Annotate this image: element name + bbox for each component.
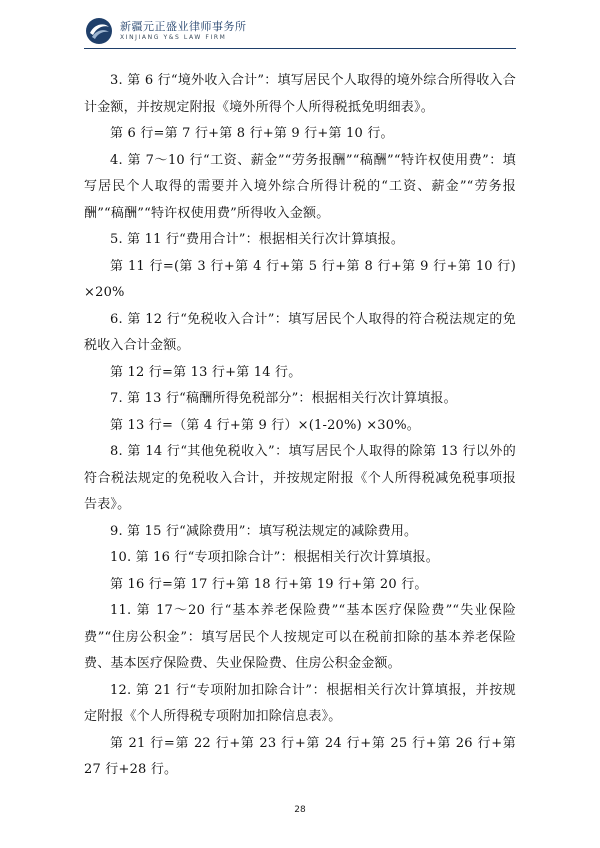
- paragraph: 第 11 行=(第 3 行+第 4 行+第 5 行+第 8 行+第 9 行+第 10 行) ×20%: [84, 258, 516, 300]
- paragraph: 10. 第 16 行“专项扣除合计”：根据相关行次计算填报。: [110, 550, 439, 565]
- page-number: 28: [294, 805, 306, 815]
- paragraph: 3. 第 6 行“境外收入合计”：填写居民个人取得的境外综合所得收入合计金额，并按规定附报《境外所得个人所得税抵免明细表》。: [84, 73, 516, 115]
- firm-name-en: XINJIANG Y&S LAW FIRM: [120, 34, 227, 41]
- paragraph: 第 12 行=第 13 行+第 14 行。: [110, 364, 302, 380]
- paragraph: 第 21 行=第 22 行+第 23 行+第 24 行+第 25 行+第 26 行+第 27 行+28 行。: [84, 735, 516, 777]
- paragraph: 第 16 行=第 17 行+第 18 行+第 19 行+第 20 行。: [110, 576, 428, 592]
- page-header: [84, 16, 516, 50]
- firm-logo-icon: [84, 16, 114, 46]
- paragraph: 12. 第 21 行“专项附加扣除合计”：根据相关行次计算填报，并按规定附报《个人所得税专项附加扣除信息表》。: [84, 682, 516, 724]
- paragraph: 6. 第 12 行“免税收入合计”：填写居民个人取得的符合税法规定的免税收入合计金额。: [84, 311, 516, 353]
- paragraph: 4. 第 7～10 行“工资、薪金”“劳务报酬”“稿酬”“特许权使用费”：填写居民个人取得的需要并入境外综合所得计税的“工资、薪金”“劳务报酬”“稿酬”“特许权使用费”所得收入金额。: [84, 152, 516, 221]
- header-divider: [84, 48, 516, 49]
- paragraph: 5. 第 11 行“费用合计”：根据相关行次计算填报。: [110, 232, 405, 247]
- paragraph: 第 13 行=（第 4 行+第 9 行）×(1-20%) ×30%。: [110, 417, 420, 433]
- firm-name-cn: 新疆元正盛业律师事务所: [120, 20, 247, 33]
- paragraph: 11. 第 17～20 行“基本养老保险费”“基本医疗保险费”“失业保险费”“住房公积金”：填写居民个人按规定可以在税前扣除的基本养老保险费、基本医疗保险费、失业保险费、住房公积金金额。: [84, 603, 516, 671]
- paragraph: 9. 第 15 行“减除费用”：填写税法规定的减除费用。: [110, 523, 418, 539]
- paragraph: 第 6 行=第 7 行+第 8 行+第 9 行+第 10 行。: [110, 126, 394, 141]
- paragraph: 7. 第 13 行“稿酬所得免税部分”：根据相关行次计算填报。: [110, 391, 457, 406]
- document-body: [84, 68, 516, 784]
- paragraph: 8. 第 14 行“其他免税收入”：填写居民个人取得的除第 13 行以外的符合税法规定的免税收入合计，并按规定附报《个人所得税减免税事项报告表》。: [84, 444, 516, 512]
